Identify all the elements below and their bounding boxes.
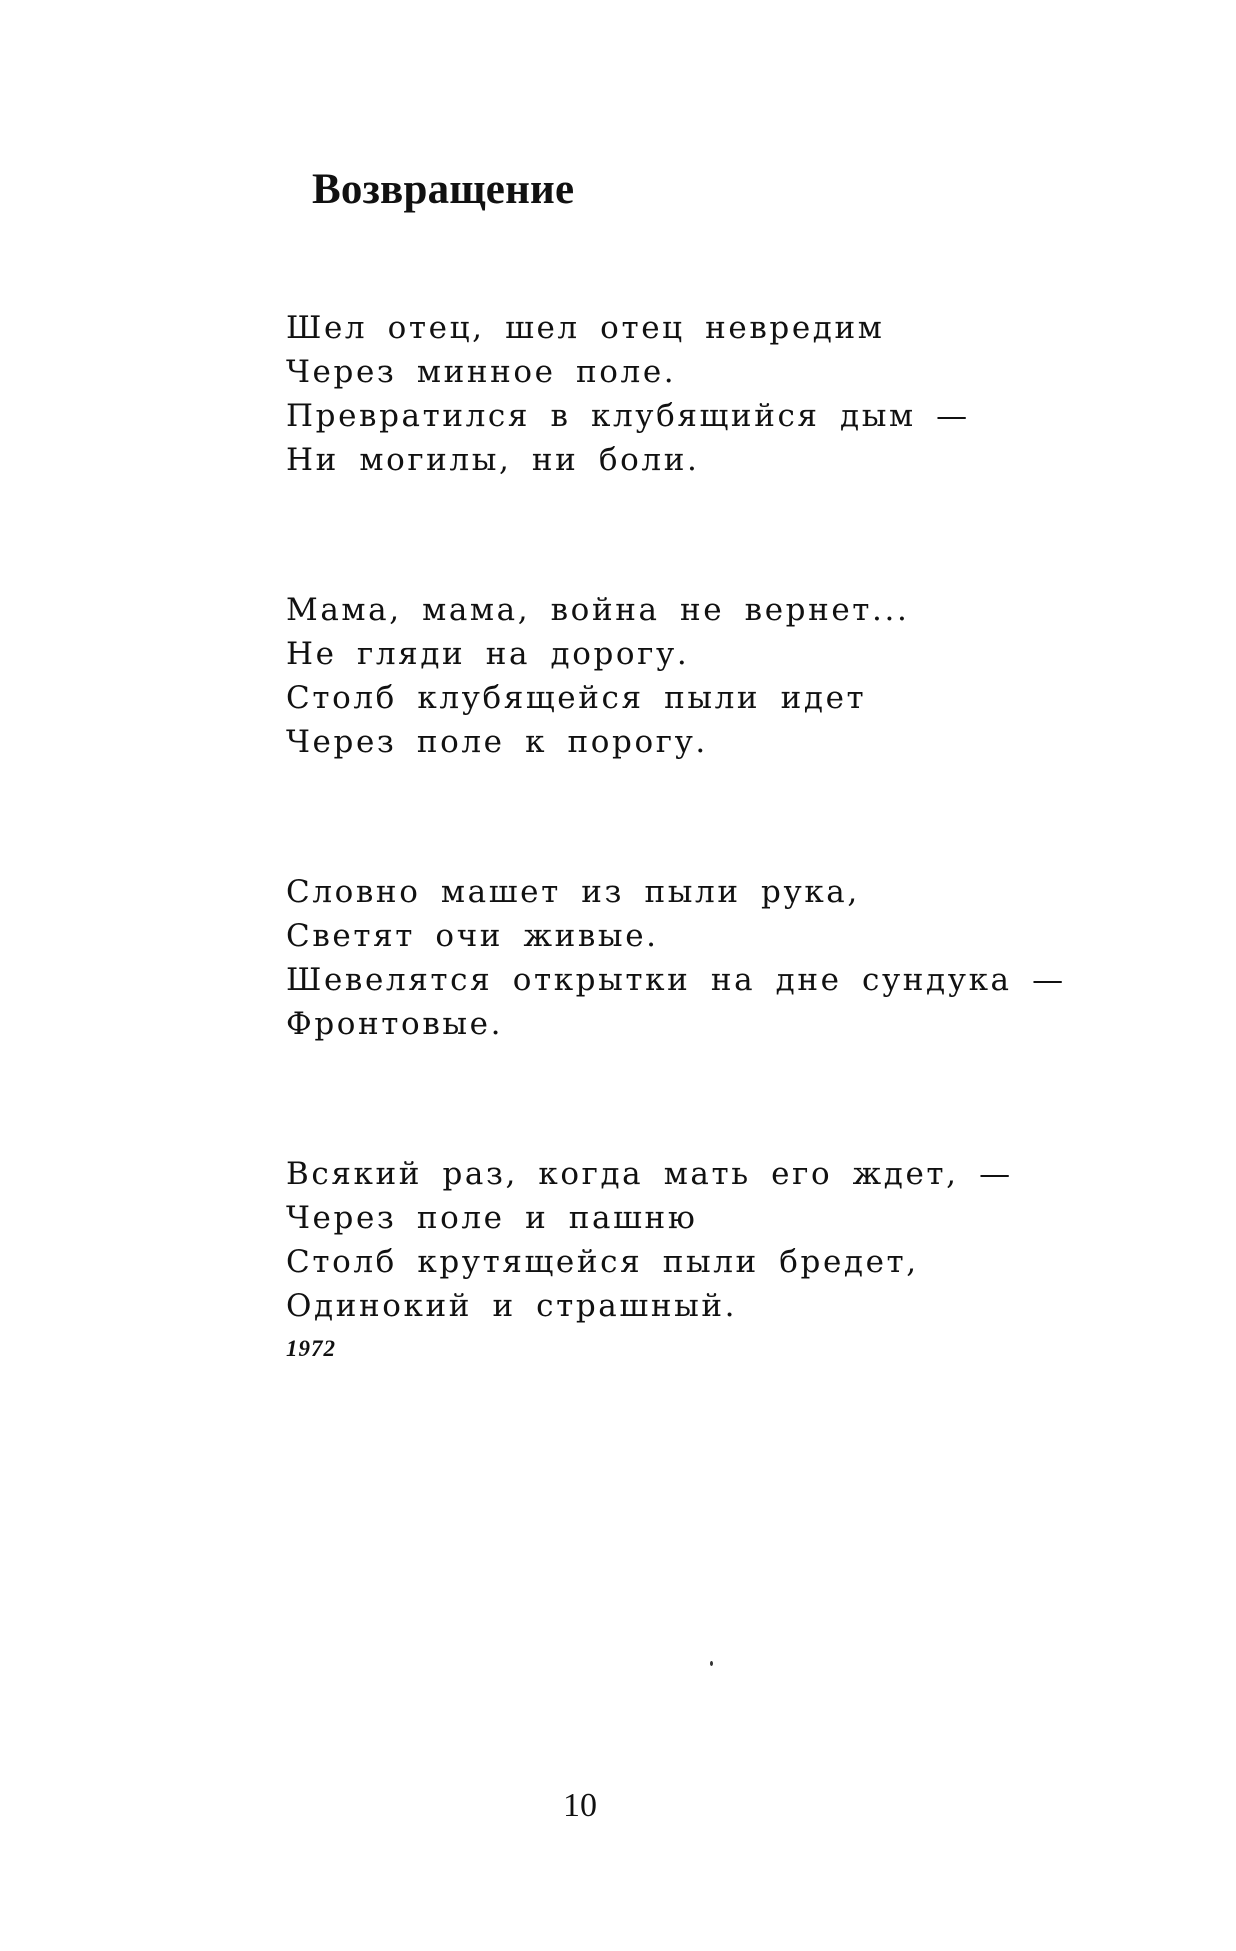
- stanza-2: [286, 588, 1146, 764]
- stanza-1: [286, 306, 1146, 482]
- poem-line: Шевелятся открытки на дне сундука —: [286, 962, 1066, 998]
- poem-line: Мама, мама, война не вернет...: [286, 592, 910, 628]
- print-speck: [710, 1661, 713, 1666]
- poem-line: Всякий раз, когда мать его ждет, —: [286, 1156, 1013, 1192]
- poem-title: Возвращение: [312, 166, 575, 213]
- poem-line: Через поле и пашню: [286, 1200, 698, 1236]
- poem-line: Одинокий и страшный.: [286, 1288, 738, 1324]
- poem-line: Через минное поле.: [286, 354, 677, 390]
- stanza-3: [286, 870, 1146, 1046]
- poem-line: Столб клубящейся пыли идет: [286, 680, 867, 716]
- stanza-4: [286, 1152, 1146, 1366]
- poem-line: Превратился в клубящийся дым —: [286, 398, 970, 434]
- page-number: 10: [563, 1787, 597, 1824]
- poem-body: [286, 306, 1146, 1366]
- poem-date: 1972: [286, 1336, 336, 1361]
- poem-line: Светят очи живые.: [286, 918, 659, 954]
- poem-line: Столб крутящейся пыли бредет,: [286, 1244, 919, 1280]
- poem-line: Через поле к порогу.: [286, 724, 708, 760]
- poem-line: Ни могилы, ни боли.: [286, 442, 700, 478]
- poem-line: Словно машет из пыли рука,: [286, 874, 860, 910]
- poem-line: Не гляди на дорогу.: [286, 636, 690, 672]
- poem-line: Шел отец, шел отец невредим: [286, 310, 885, 346]
- poem-line: Фронтовые.: [286, 1006, 504, 1042]
